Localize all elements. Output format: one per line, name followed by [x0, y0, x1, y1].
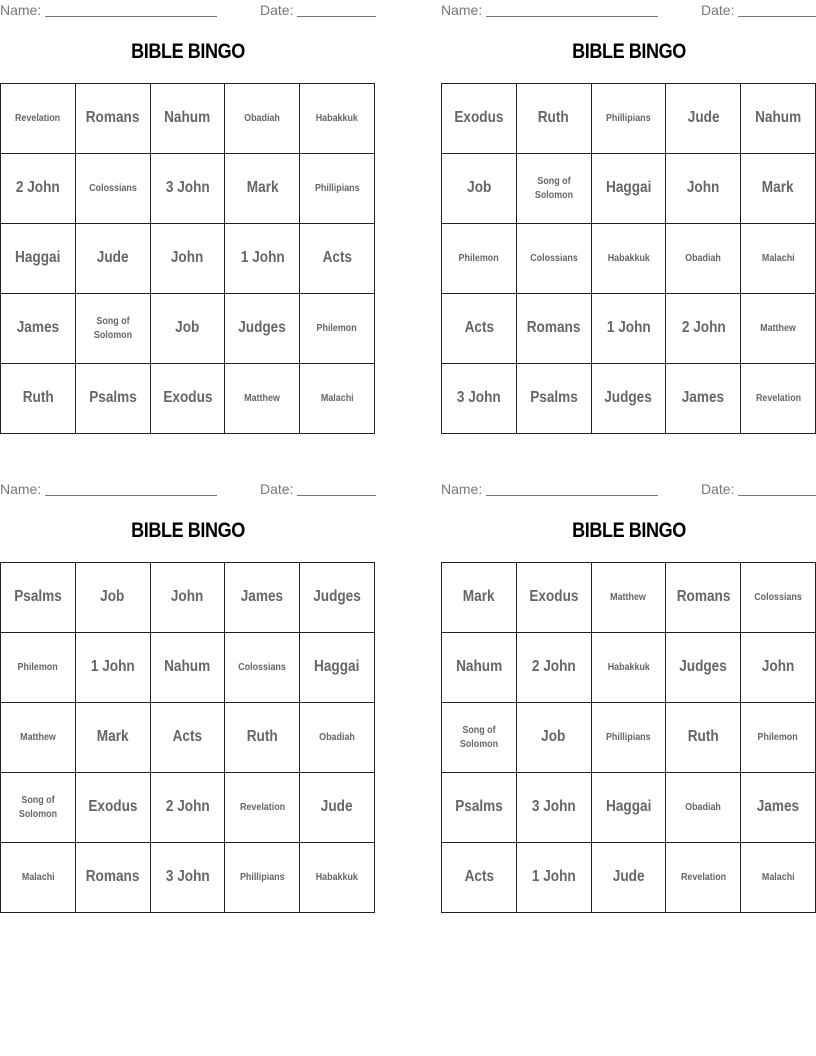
bingo-cell-label: Haggai [605, 798, 652, 816]
bingo-cell [666, 843, 741, 913]
bingo-cell [1, 154, 76, 224]
bingo-cell-label: Matthew [610, 590, 647, 603]
bingo-cell-label: Jude [96, 249, 129, 267]
bingo-cell [592, 294, 667, 364]
bingo-cell-label: Romans [85, 868, 140, 886]
bingo-cell-label: 2 John [531, 658, 576, 676]
bingo-cell-label: Acts [172, 728, 203, 746]
bingo-cell [300, 224, 375, 294]
bingo-cell [1, 294, 76, 364]
bingo-cell-label: Mark [246, 179, 279, 197]
bingo-cell-label: Nahum [455, 658, 502, 676]
bingo-cell-label: 1 John [606, 319, 651, 337]
bingo-cell-label: Haggai [15, 249, 61, 267]
bingo-cell-label: Obadiah [319, 730, 355, 743]
bingo-cell-label: 2 John [165, 798, 210, 816]
bingo-cell [442, 84, 517, 154]
bingo-grid [0, 83, 375, 434]
bingo-card [441, 479, 816, 915]
name-label: Name: [0, 2, 42, 18]
bingo-cell [76, 633, 151, 703]
bingo-cell-label: Matthew [20, 730, 56, 743]
bingo-cell [517, 563, 592, 633]
bingo-cell-label: Haggai [605, 179, 652, 197]
bingo-cell-label: Obadiah [244, 111, 281, 124]
bingo-cell [1, 364, 76, 434]
bingo-cell [517, 364, 592, 434]
bingo-cell-label: John [761, 658, 795, 676]
bingo-cell-label: Ruth [246, 728, 278, 746]
date-label: Date: [701, 481, 735, 497]
bingo-cell-label: Revelation [239, 800, 285, 813]
bingo-cell-label: Song of Solomon [534, 174, 573, 201]
bingo-cell [151, 843, 226, 913]
bingo-cell-label: Malachi [320, 391, 354, 404]
bingo-cell [151, 84, 226, 154]
bingo-cell-label: Revelation [15, 111, 61, 124]
bingo-cell [151, 364, 226, 434]
bingo-cell [225, 364, 300, 434]
bingo-cell [76, 154, 151, 224]
bingo-cell [666, 563, 741, 633]
bingo-cell-label: Obadiah [685, 251, 722, 264]
bingo-cell-label: Malachi [761, 251, 795, 264]
bingo-cell [76, 843, 151, 913]
bingo-cell-label: Phillipians [314, 181, 360, 194]
bingo-cell [225, 224, 300, 294]
bingo-cell-label: Mark [96, 728, 129, 746]
bingo-cell-label: Psalms [88, 389, 137, 407]
bingo-cell-label: Colossians [754, 590, 802, 603]
bingo-cell [741, 364, 816, 434]
bingo-cell-label: Ruth [687, 728, 719, 746]
bingo-cell-label: Habakkuk [316, 870, 359, 883]
bingo-cell-label: Philemon [458, 251, 499, 264]
bingo-grid [441, 562, 816, 913]
bingo-cell [300, 364, 375, 434]
card-title: BIBLE BINGO [131, 40, 245, 63]
bingo-cell [741, 154, 816, 224]
bingo-grid [0, 562, 375, 913]
bingo-cell [517, 154, 592, 224]
bingo-cell [666, 364, 741, 434]
bingo-cell-label: Philemon [757, 730, 799, 743]
bingo-cell [592, 224, 667, 294]
bingo-cell [517, 224, 592, 294]
bingo-cell-label: Exodus [162, 389, 213, 407]
bingo-cell [592, 633, 667, 703]
date-field-line [297, 495, 376, 496]
name-label: Name: [441, 2, 483, 18]
bingo-cell [442, 294, 517, 364]
bingo-cell-label: Job [541, 728, 566, 746]
bingo-card [441, 0, 816, 436]
bingo-cell [517, 294, 592, 364]
bingo-cell [1, 84, 76, 154]
bingo-cell-label: Nahum [755, 109, 802, 127]
bingo-cell-label: Job [175, 319, 200, 337]
bingo-cell [741, 703, 816, 773]
bingo-cell [76, 224, 151, 294]
bingo-cell [225, 773, 300, 843]
bingo-cell-label: Acts [322, 249, 352, 267]
bingo-cell [666, 154, 741, 224]
bingo-cell-label: Philemon [316, 321, 358, 334]
bingo-cell [592, 843, 667, 913]
bingo-cell-label: Habakkuk [607, 660, 650, 673]
bingo-cell-label: Job [466, 179, 491, 197]
bingo-cell-label: Song of Solomon [459, 723, 498, 750]
bingo-cell [151, 633, 226, 703]
bingo-cell [592, 773, 667, 843]
bingo-cell [442, 843, 517, 913]
bingo-cell [300, 843, 375, 913]
bingo-cell [442, 154, 517, 224]
bingo-cell-label: 1 John [90, 658, 135, 676]
bingo-cell [1, 843, 76, 913]
bingo-cell-label: Habakkuk [316, 111, 359, 124]
bingo-cell [225, 294, 300, 364]
name-field-line [45, 16, 217, 17]
bingo-cell-label: Jude [321, 798, 353, 816]
bingo-cell-label: Judges [313, 588, 361, 606]
bingo-cell [741, 563, 816, 633]
bingo-cell [1, 703, 76, 773]
bingo-cell [1, 773, 76, 843]
bingo-cell [76, 773, 151, 843]
bingo-cell-label: Judges [679, 658, 728, 676]
bingo-cell-label: Acts [464, 319, 494, 337]
bingo-cell [517, 843, 592, 913]
bingo-cell [76, 364, 151, 434]
bingo-cell [666, 294, 741, 364]
bingo-cell [741, 633, 816, 703]
bingo-cell-label: Obadiah [685, 800, 722, 813]
bingo-cell [225, 633, 300, 703]
info-row [0, 2, 376, 20]
bingo-cell-label: Phillipians [239, 870, 285, 883]
bingo-cell [666, 633, 741, 703]
bingo-cell-label: Song of Solomon [18, 793, 57, 820]
bingo-cell-label: 2 John [15, 179, 60, 197]
bingo-cell [225, 563, 300, 633]
bingo-cell-label: 1 John [240, 249, 285, 267]
bingo-cell-label: Mark [463, 588, 495, 606]
bingo-cell [666, 773, 741, 843]
name-field-line [486, 495, 658, 496]
bingo-cell-label: Psalms [455, 798, 503, 816]
bingo-cell [225, 703, 300, 773]
bingo-cell [1, 633, 76, 703]
bingo-cell-label: Jude [687, 109, 720, 127]
bingo-cell [666, 224, 741, 294]
bingo-cell [517, 633, 592, 703]
bingo-cell [442, 773, 517, 843]
bingo-cell [151, 224, 226, 294]
bingo-cell-label: James [16, 319, 60, 337]
bingo-cell [741, 224, 816, 294]
bingo-cell [300, 633, 375, 703]
bingo-cell [517, 703, 592, 773]
bingo-cell-label: 3 John [165, 868, 210, 886]
bingo-cell-label: Exodus [88, 798, 138, 816]
bingo-cell-label: Matthew [760, 321, 796, 334]
bingo-cell-label: Song of Solomon [93, 314, 132, 341]
bingo-card [0, 0, 376, 436]
bingo-cell [442, 633, 517, 703]
bingo-cell-label: Exodus [529, 588, 579, 606]
bingo-cell [76, 563, 151, 633]
bingo-cell-label: Colossians [88, 181, 137, 194]
bingo-cell [741, 84, 816, 154]
bingo-cell [76, 294, 151, 364]
bingo-cell [517, 84, 592, 154]
bingo-cell [1, 563, 76, 633]
bingo-cell-label: John [687, 179, 720, 197]
bingo-cell-label: Acts [464, 868, 494, 886]
bingo-cell [442, 364, 517, 434]
info-row [0, 481, 376, 499]
bingo-cell-label: Phillipians [606, 111, 651, 124]
bingo-cell [300, 773, 375, 843]
bingo-cell-label: John [171, 249, 204, 267]
info-row [441, 2, 816, 20]
bingo-cell-label: Nahum [164, 109, 211, 127]
bingo-grid [441, 83, 816, 434]
bingo-cell-label: Romans [526, 319, 581, 337]
date-field-line [738, 16, 816, 17]
bingo-cell-label: Mark [762, 179, 794, 197]
bingo-cell [592, 84, 667, 154]
bingo-cell [741, 843, 816, 913]
card-title: BIBLE BINGO [572, 519, 686, 542]
bingo-cell [76, 84, 151, 154]
bingo-cell-label: Revelation [680, 870, 726, 883]
bingo-cell-label: Ruth [538, 109, 570, 127]
bingo-cell [666, 703, 741, 773]
bingo-cell [592, 563, 667, 633]
bingo-cell-label: Colossians [238, 660, 287, 673]
bingo-cell [592, 364, 667, 434]
bingo-cell-label: 1 John [531, 868, 576, 886]
bingo-cell [225, 843, 300, 913]
bingo-cell-label: 3 John [456, 389, 501, 407]
name-label: Name: [0, 481, 42, 497]
bingo-cell [442, 703, 517, 773]
name-field-line [45, 495, 217, 496]
bingo-cell [151, 154, 226, 224]
bingo-cell-label: Psalms [14, 588, 62, 606]
card-title: BIBLE BINGO [572, 40, 686, 63]
bingo-cell [592, 154, 667, 224]
date-field-line [297, 16, 376, 17]
bingo-cell-label: Phillipians [606, 730, 651, 743]
bingo-cell [76, 703, 151, 773]
bingo-cell [151, 563, 226, 633]
date-field-line [738, 495, 816, 496]
bingo-cell-label: Habakkuk [607, 251, 650, 264]
bingo-cell [300, 563, 375, 633]
bingo-cell [151, 294, 226, 364]
name-field-line [486, 16, 658, 17]
bingo-cell [300, 703, 375, 773]
bingo-cell [151, 703, 226, 773]
bingo-cell [225, 154, 300, 224]
bingo-cell-label: Jude [612, 868, 645, 886]
bingo-cell [741, 773, 816, 843]
bingo-cell [300, 84, 375, 154]
bingo-cell-label: 2 John [681, 319, 726, 337]
bingo-cell-label: Judges [604, 389, 653, 407]
bingo-cell-label: Malachi [761, 870, 795, 883]
bingo-cell-label: Exodus [454, 109, 504, 127]
bingo-cell [592, 703, 667, 773]
bingo-cell-label: Haggai [314, 658, 360, 676]
bingo-cell-label: Matthew [244, 391, 281, 404]
bingo-cell-label: Judges [238, 319, 287, 337]
bingo-cell-label: Revelation [755, 391, 801, 404]
bingo-cell-label: James [682, 389, 725, 407]
card-title: BIBLE BINGO [131, 519, 245, 542]
date-label: Date: [701, 2, 735, 18]
bingo-cell [442, 224, 517, 294]
bingo-cell-label: Philemon [17, 660, 58, 673]
bingo-cell-label: 3 John [531, 798, 576, 816]
bingo-cell [517, 773, 592, 843]
bingo-cell-label: Romans [85, 109, 140, 127]
bingo-cell [151, 773, 226, 843]
bingo-cell-label: James [241, 588, 284, 606]
bingo-cell-label: John [171, 588, 204, 606]
bingo-cell [741, 294, 816, 364]
bingo-cell [300, 154, 375, 224]
bingo-card [0, 479, 376, 915]
bingo-cell [1, 224, 76, 294]
bingo-cell [300, 294, 375, 364]
bingo-cell [666, 84, 741, 154]
bingo-cell [225, 84, 300, 154]
bingo-cell-label: Romans [676, 588, 731, 606]
bingo-cell-label: Malachi [21, 870, 55, 883]
name-label: Name: [441, 481, 483, 497]
bingo-cell-label: Job [100, 588, 125, 606]
bingo-cell-label: Psalms [529, 389, 578, 407]
bingo-cell-label: James [756, 798, 800, 816]
bingo-cell [442, 563, 517, 633]
bingo-cell-label: Ruth [22, 389, 54, 407]
bingo-cell-label: 3 John [165, 179, 210, 197]
date-label: Date: [260, 481, 294, 497]
bingo-cell-label: Nahum [164, 658, 211, 676]
date-label: Date: [260, 2, 294, 18]
info-row [441, 481, 816, 499]
bingo-cell-label: Colossians [529, 251, 578, 264]
